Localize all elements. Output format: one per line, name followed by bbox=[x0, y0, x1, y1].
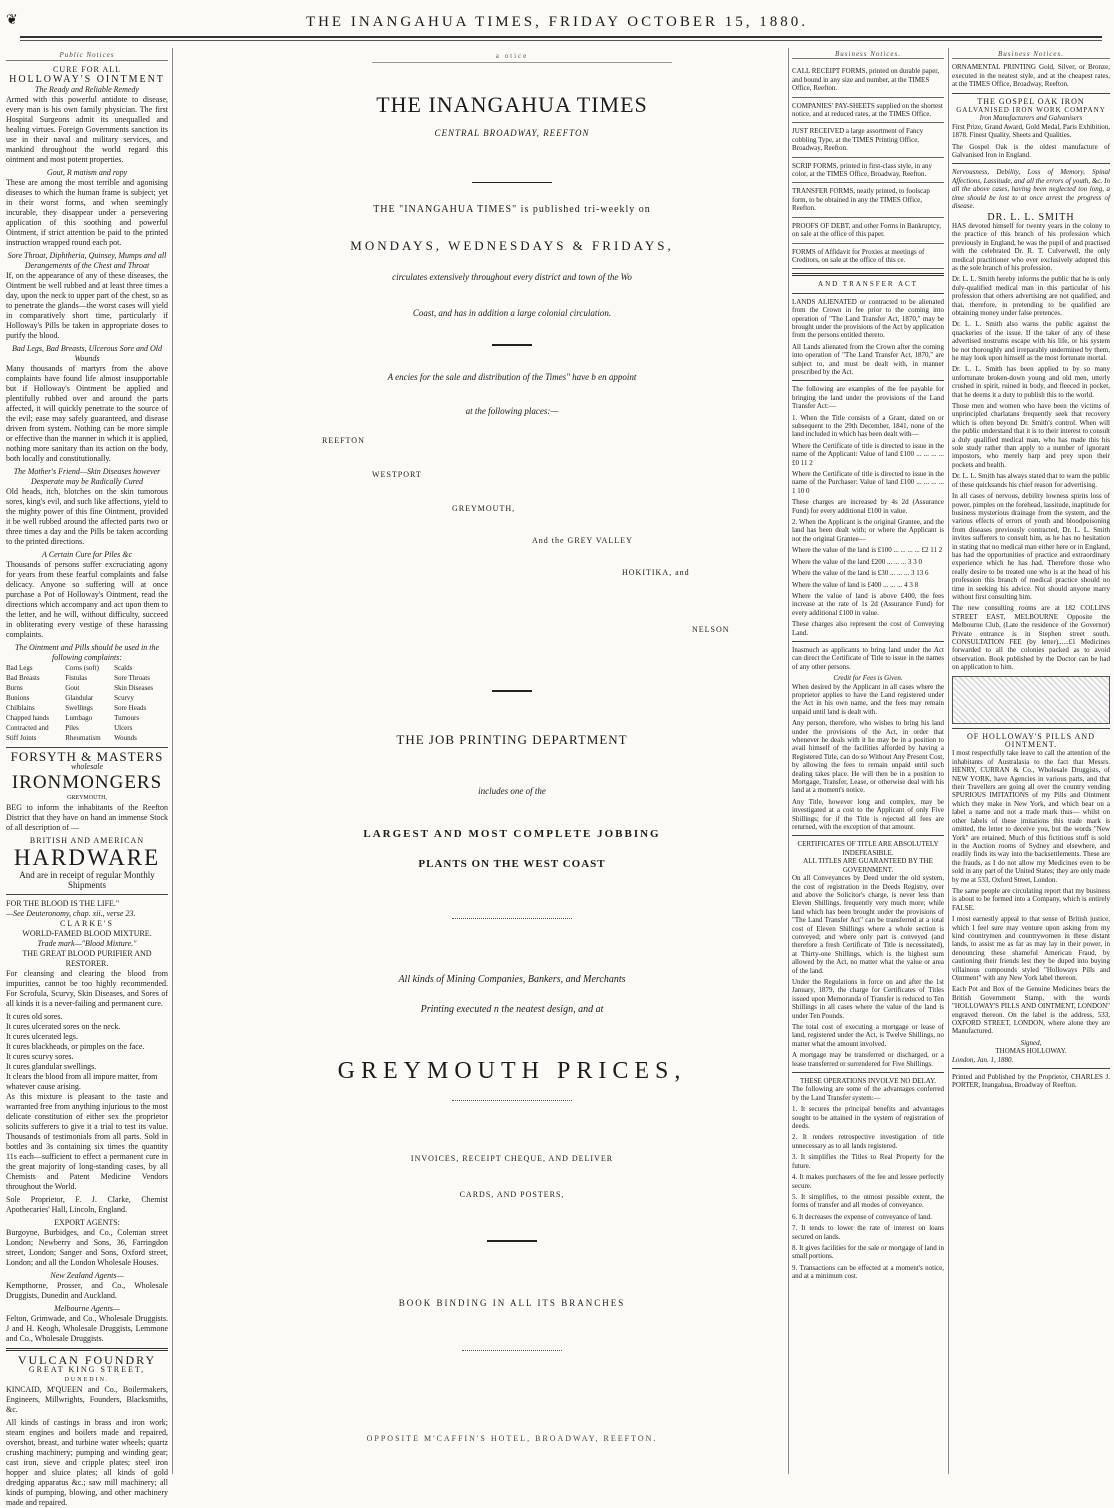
fee-item: Where the Certificate of title is directed to issue in the name of the Applicant: Value of land £100 ... ... ... ... £0 11 2 bbox=[792, 441, 944, 467]
book-binding-line: BOOK BINDING IN ALL ITS BRANCHES bbox=[398, 1298, 626, 1308]
cure-item: It cures old sores. bbox=[6, 1012, 63, 1021]
holloway-title: HOLLOWAY'S OINTMENT bbox=[9, 74, 165, 85]
fee-item: 1. When the Title consists of a Grant, dated on or subsequent to the 29th December, 1841, none of the land included in which has been dealt with— bbox=[792, 413, 944, 439]
paper-title: THE INANGAHUA TIMES bbox=[376, 92, 648, 117]
paragraph: As this mixture is pleasant to the taste and warranted free from anything injurious to the most delicate constitution of either sex the proprietor solicits sufferers to give it a trial to test its value. Thousands of testimonials from all parts. Sold in bottles and 3s containing six times the quantity 11s each—sufficient to effect a permanent cure in the great majority of long-standing cases, by all Chemists and Patent Medicine Vendors throughout the World. bbox=[6, 1092, 168, 1191]
paragraph: Kempthorne, Prosser, and Co., Wholesale Druggists, Dunedin and Auckland. bbox=[6, 1281, 168, 1300]
coast-line: Coast, and has in addition a large colonial circulation. bbox=[412, 308, 612, 318]
divider bbox=[472, 182, 552, 183]
paragraph: The following are examples of the fee payable for bringing the land under the provisions of the Land Transfer Act:— bbox=[792, 385, 944, 411]
complaint-cell: Burns bbox=[6, 684, 23, 692]
paragraph: In all cases of nervous, debility lowness spirits loss of power, pimples on the forehead, lassitude, inaptitude for business mysterious drainage from the system, and the various effects of errors of youth and bloodpoisoning from diseases previously contracted, Dr. L. L. Smith invites sufferers to consult him, as he has no hesitation in stating that no medical man either here or in England, has had the opportunities of practice and extraordinary experience which he has had. Therefore those who really desire to be treated one who is at the head of his profession this branch of medical practice should no time in seeking his advice. Not should anyone marry without first consulting him. bbox=[952, 492, 1110, 601]
complaint-cell: Bunions bbox=[6, 694, 30, 702]
business-ad: PROOFS OF DEBT, and other Forms in Bankruptcy, on sale at the office of this paper. bbox=[792, 218, 944, 244]
divider bbox=[452, 918, 572, 919]
paragraph: Many thousands of martyrs from the above complaints have found life almost insupportable but if Holloway's Ointment be applied and plentifully rubbed over and around the parts affected, it will quickly penetrate to the source of the evil; ease may safely guaranteed, and disease driven from system. Nothing can be more simple or effective than the manner in which it is applied, nothing more sanitary than its action on the body, both locally and constitutionally. bbox=[6, 364, 168, 463]
fee-item: Where the value of the land is £30 ... ... ... 3 13 6 bbox=[792, 569, 929, 578]
places-intro: at the following places:— bbox=[465, 406, 559, 416]
fee-item: 2. When the Applicant is the original Grantee, and the land has been dealt with; or where the Applicant is not the original Grantee— bbox=[792, 518, 944, 543]
job-printing-heading: THE JOB PRINTING DEPARTMENT bbox=[396, 732, 628, 747]
vulcan-foundry: VULCAN FOUNDRY bbox=[17, 1353, 157, 1367]
all-kinds-line: All kinds of Mining Companies, Bankers, and Merchants bbox=[398, 974, 626, 985]
galvanised-heading: GALVANISED IRON WORK COMPANY bbox=[956, 106, 1106, 115]
complaints-table bbox=[6, 663, 168, 743]
complaint-cell: Sore Heads bbox=[114, 704, 147, 712]
column-times-advertisement bbox=[262, 50, 762, 1480]
paragraph: I most earnestly appeal to that sense of British justice, which I feel sure may venture upon asking from my kind countrymen and countrywomen in these distant lands, to assist me as far as may lay in their power, in denouncing these shameful American Fraud, by cautioning their friends lest they be duped into buying villainous compounds styled "Holloways Pills and Ointment" with any New York label thereon. bbox=[952, 915, 1110, 982]
shipments: And are in receipt of regular Monthly Shipments bbox=[19, 870, 155, 890]
paragraph: Armed with this powerful antidote to disease, every man is his own family physician. The first Hospital Surgeons admit its unequalled and healing virtues. Foreign Governments sanction its use in their naval and military services, and mankind throughout the world regard this ointment and most potent properties. bbox=[6, 95, 168, 164]
paragraph: If, on the appearance of any of these diseases, the Ointment be well rubbed and at least three times a day, upon the neck to upper part of the chest, so as to penetrate the glands—the worst cases will yield in comparatively short time, particularly if Holloway's Pills be taken in appropriate doses to purify the blood. bbox=[6, 271, 168, 340]
fee-item: Where the value of land is £400 ... ... ... 4 3 8 bbox=[792, 580, 919, 589]
british-american: BRITISH AND AMERICAN bbox=[29, 836, 145, 845]
divider bbox=[487, 1240, 537, 1242]
complaint-cell: Glandular bbox=[65, 694, 94, 702]
cards-line: CARDS, AND POSTERS, bbox=[459, 1190, 565, 1199]
paragraph: Burgoyne, Burbidges, and Co., Coleman street London; Newberry and Sons, 36, Farringdon street, London; Sanger and Sons, Oxford street, London; and all the London Wholesale Houses. bbox=[6, 1228, 168, 1267]
fee-item: Where the value of the land £200 ... ... ... 3 3 0 bbox=[792, 557, 923, 566]
divider bbox=[462, 1350, 562, 1351]
complaints-row bbox=[6, 733, 168, 743]
export-heading: EXPORT AGENTS: bbox=[54, 1218, 120, 1227]
paragraph: Those men and women who have been the victims of unprincipled charlatans frequently seek that recovery which is often beyond Dr. Smith's control. When will the public understand that it is to their interest to consult a duly qualified medical man, who has made this his sole study rather than apply to a number of ignorant impostors, who merely harp and prey upon their pockets and health. bbox=[952, 402, 1110, 469]
complaint-cell: Piles bbox=[65, 724, 79, 732]
paragraph: First Prize, Grand Award, Gold Medal, Paris Exhibition, 1878. Finest Quality, Sheets and Qualities. bbox=[952, 122, 1110, 140]
plants-line: PLANTS ON THE WEST COAST bbox=[418, 858, 606, 870]
complaint-cell: Wounds bbox=[114, 734, 137, 742]
column-public-notices bbox=[6, 50, 168, 1507]
divider bbox=[492, 690, 532, 692]
paragraph: The same people are circulating report that my business is about to be formed into a Company, which is entirely FALSE. bbox=[952, 886, 1110, 912]
vulcan-street: GREAT KING STREET, bbox=[28, 1365, 146, 1374]
subheading: A Certain Cure for Piles &c bbox=[42, 550, 132, 559]
paragraph: HAS devoted himself for twenty years in the colony to the practice of this branch of his profession which previously in England, he was the pupil of and practised with the celebrated Dr. R. T. Culverwell, the only medical practitioner who ever exclusively adopted this as the sole branch of his profession. bbox=[952, 221, 1110, 272]
paragraph: The following are some of the advantages conferred by the Land Transfer system:— bbox=[792, 1085, 944, 1102]
complaint-cell: Chapped hands bbox=[6, 714, 49, 722]
advantage-item: 2. It renders retrospective investigation of title unnecessary as to all lands registered. bbox=[792, 1133, 944, 1150]
advantage-item: 4. It makes purchasers of the fee and lessee perfectly secure. bbox=[792, 1173, 944, 1190]
business-ad: CALL RECEIPT FORMS, printed on durable paper, and bound in any size and number, at the TIMES Office, Reefton. bbox=[792, 63, 944, 97]
fee-item: These charges also represent the cost of Conveying Land. bbox=[792, 620, 944, 637]
agencies-line: A encies for the sale and distribution of the Times" have b en appoint bbox=[387, 372, 637, 382]
advantage-item: 8. It gives facilities for the sale or mortgage of land in small portions. bbox=[792, 1243, 944, 1261]
greymouth-label: GREYMOUTH, bbox=[67, 795, 107, 801]
place-hokitika: HOKITIKA, and bbox=[622, 568, 690, 577]
masthead-rule bbox=[20, 36, 1102, 41]
business-ad: COMPANIES' PAY-SHEETS supplied on the shortest notice, and at reduced rates, at the TIMES Office. bbox=[792, 98, 944, 124]
business-ad: TRANSFER FORMS, neatly printed, to foolscap form, to be obtained in any the TIMES Office, Reefton. bbox=[792, 183, 944, 217]
greymouth-prices: GREYMOUTH PRICES, bbox=[337, 1058, 687, 1084]
paragraph: Inasmuch as applicants to bring land under the Act can direct the Certificate of Title to issue in the names of any other persons. bbox=[792, 645, 944, 671]
complaint-cell: Scalds bbox=[114, 664, 133, 672]
complaint-cell: Gout bbox=[65, 684, 80, 692]
paragraph: KINCAID, M'QUEEN and Co., Boilermakers, Engineers, Millwrights, Founders, Blacksmiths, &c. bbox=[6, 1385, 168, 1414]
dunedin: DUNEDIN. bbox=[64, 1377, 110, 1383]
cure-item: It clears the blood from all impure matter, from whatever cause arising. bbox=[6, 1072, 158, 1091]
cure-item: It cures glandular swellings. bbox=[6, 1062, 97, 1071]
paragraph: Dr. L. L. Smith also warns the public against the quackeries of the issue. If the taker of any of these advertised nostrums escape with his life, or his system be not thoroughly and irreparably undermined by them, he may look upon himself as the most fortunate mortal. bbox=[952, 320, 1110, 362]
paragraph: All Lands alienated from the Crown after the coming into operation of "The Land Transfer Act, 1870," are subject to, and must be dealt with, in manner prescribed by the Act. bbox=[792, 342, 944, 376]
newspaper-masthead-title: THE INANGAHUA TIMES, FRIDAY OCTOBER 15, 1880. bbox=[305, 14, 809, 30]
advantage-item: 7. It tends to lower the rate of interest on loans secured on lands. bbox=[792, 1224, 944, 1241]
guarantee-heading: ALL TITLES ARE GUARANTEED BY THE GOVERNMENT. bbox=[803, 857, 933, 874]
complaints-row bbox=[6, 723, 168, 733]
purifier: THE GREAT BLOOD PURIFIER AND RESTORER. bbox=[22, 949, 152, 968]
hardware-heading: HARDWARE bbox=[13, 845, 161, 870]
opposite-line: OPPOSITE M'CAFFIN'S HOTEL, BROADWAY, REEFTON. bbox=[366, 1434, 658, 1443]
business-ad: JUST RECEIVED a large assortment of Fancy cobbling Type, at the TIMES Printing Office, Broadway, Reefton. bbox=[792, 123, 944, 157]
complaint-cell: Contracted and bbox=[6, 724, 49, 732]
complaint-cell: Corns (soft) bbox=[65, 664, 99, 672]
complaints-row bbox=[6, 713, 168, 723]
signature-date: London, Jan. 1, 1880. bbox=[952, 1055, 1014, 1064]
place-greymouth: GREYMOUTH, bbox=[452, 504, 516, 513]
ornamental-printing-ad: ORNAMENTAL PRINTING Gold, Silver, or Bronze, executed in the neatest style, and at the cheapest rates, at the TIMES Office, Broadway, Reefton. bbox=[952, 63, 1110, 89]
invoices-line: INVOICES, RECEIPT CHEQUE, AND DELIVER bbox=[410, 1154, 614, 1163]
column-business-notices-2 bbox=[952, 50, 1110, 1480]
subheading: Bad Legs, Bad Breasts, Ulcerous Sore and Old Wounds bbox=[12, 344, 162, 363]
address: CENTRAL BROADWAY, REEFTON bbox=[434, 128, 590, 138]
place-nelson: NELSON bbox=[692, 625, 730, 634]
complaints-row bbox=[6, 663, 168, 673]
gospel-oak-heading: THE GOSPEL OAK IRON bbox=[977, 96, 1085, 106]
complaint-cell: Bad Legs bbox=[6, 664, 33, 672]
column-header: Public Notices bbox=[6, 50, 168, 61]
divider bbox=[492, 344, 532, 346]
operations-heading: THESE OPERATIONS INVOLVE NO DELAY. bbox=[799, 1077, 937, 1086]
complaints-row bbox=[6, 693, 168, 703]
column-rule bbox=[788, 48, 789, 1474]
published-line: THE "INANGAHUA TIMES" is published tri-weekly on bbox=[373, 204, 651, 215]
trademark: Trade mark—"Blood Mixture." bbox=[37, 939, 137, 948]
cure-item: It cures scurvy sores. bbox=[6, 1052, 74, 1061]
credit-heading: Credit for Fees is Given. bbox=[833, 674, 903, 683]
advantage-item: 5. It simplifies, to the utmost possible extent, the forms of transfer and all modes of conveyance. bbox=[792, 1192, 944, 1210]
header-rule bbox=[372, 62, 672, 63]
blood-life: FOR THE BLOOD IS THE LIFE." bbox=[6, 899, 120, 908]
advantage-item: 6. It decreases the expense of conveyance of land. bbox=[792, 1212, 932, 1221]
complaints-row bbox=[6, 673, 168, 683]
paragraph: Dr. L. L. Smith has been applied to by so many unfortunate broken-down young and old men, utterly crushed in spirit, ruined in body, and fleeced in pocket, that he deems it a duty to publish this to the world. bbox=[952, 365, 1110, 399]
ornament-icon: ❦ bbox=[6, 13, 18, 28]
paragraph: The total cost of executing a mortgage or lease of land, registered under the Act, is Twelve Shillings, no matter what the amount involved. bbox=[792, 1023, 944, 1048]
paragraph: Dr. L. L. Smith hereby informs the public that he is only duly-qualified medical man in this particular of his profession that others advertising are not qualified, and that, therefore, in pretending to be qualified are obtaining money under false pretences. bbox=[952, 275, 1110, 317]
fee-item: Where the value of the land is £100 ... ... ... ... £2 11 2 bbox=[792, 546, 943, 555]
complaint-cell: Fistulas bbox=[65, 674, 88, 682]
divider bbox=[452, 1100, 572, 1101]
complaint-cell: Chilblains bbox=[6, 704, 35, 712]
signature: THOMAS HOLLOWAY. bbox=[995, 1047, 1067, 1056]
paragraph: When desired by the Applicant in all cases where the proprietor applies to have the Land registered under the Act in his own name, and the fees may remain unpaid until land is dealt with. bbox=[792, 682, 944, 716]
complaint-cell: Stiff Joints bbox=[6, 734, 37, 742]
signed-label: Signed, bbox=[1020, 1038, 1042, 1047]
circulates: circulates extensively throughout every district and town of the Wo bbox=[392, 272, 632, 282]
complaint-cell: Swellings bbox=[65, 704, 93, 712]
dr-smith-heading: DR. L. L. SMITH bbox=[987, 211, 1075, 223]
imprint: Printed and Published by the Proprietor, CHARLES J. PORTER, Inangahua, Broadway of Reefton. bbox=[952, 1073, 1110, 1090]
complaint-cell: Rheumatism bbox=[65, 734, 101, 742]
paragraph: The new consulting rooms are at 182 COLLINS STREET EAST, MELBOURNE Opposite the Melbourne Club, (Late the residence of the Governor) Private entrance is in Stephen street south. CONSULTATION FEE (by letter)......£1 Medicines forwarded to all the colonies packed as to avoid observation. Book published by the Doctor can be had on application to him. bbox=[952, 604, 1110, 672]
complaint-cell: Ulcers bbox=[114, 724, 133, 732]
column-header: Business Notices. bbox=[792, 50, 944, 59]
clarkes: CLARKE'S bbox=[60, 919, 114, 928]
remedy-subtitle: The Ready and Reliable Remedy bbox=[35, 85, 139, 94]
paragraph: Thousands of persons suffer excruciating agony for years from these fearful complaints and false delicacy. Anyone so suffering will at once purchase a Pot of Holloway's Ointment, read the directions which accompany and act upon them to the letter, and he will, without difficulty, succeed in obliterating every vestige of these harassing complaints. bbox=[6, 560, 168, 639]
paragraph: Old heads, itch, blotches on the skin tumorous sores, king's evil, and such like affections, yield to the mighty power of this fine Ointment, provided it be well rubbed around the affected parts two or three times a day and the Pills be taken according to the printed directions. bbox=[6, 487, 168, 546]
paragraph: Any Title, however long and complex, may be investigated at a cost to the Applicant of only Five Shillings; for if the Title is rejected all fees are returned, with the exception of that amount. bbox=[792, 797, 944, 832]
complaint-cell: Bad Breasts bbox=[6, 674, 40, 682]
includes-line: includes one of the bbox=[478, 786, 546, 796]
deuteronomy: —See Deuteronomy, chap. xii., verse 23. bbox=[6, 909, 136, 918]
paragraph: Each Pot and Box of the Genuine Medicines bears the British Government Stamp, with the words "HOLLOWAY'S PILLS AND OINTMENT, LONDON" engraved thereon. On the label is the address, 533, OXFORD STREET, LONDON, where alone they are Manufactured. bbox=[952, 985, 1110, 1036]
place-westport: WESTPORT bbox=[372, 470, 422, 479]
engraving-image bbox=[952, 676, 1110, 724]
cure-item: It cures ulcerated sores on the neck. bbox=[6, 1022, 121, 1031]
largest-line: LARGEST AND MOST COMPLETE JOBBING bbox=[363, 828, 661, 840]
paragraph: Nervousness, Debility, Loss of Memory, Spinal Affections, Lassitude, and all the errors of youth, &c. In all the above cases, having been neglected too long, a time should be lost to at once arrest the progress of disease. bbox=[952, 168, 1110, 211]
printing-line: Printing executed n the neatest design, and at bbox=[420, 1004, 604, 1015]
certificates-heading: CERTIFICATES OF TITLE ARE ABSOLUTELY INDEFEASIBLE. bbox=[797, 840, 939, 857]
paragraph: Dr. L. L. Smith has always stated that to warn the public of these quicksands his chief reason for advertising. bbox=[952, 472, 1110, 489]
paragraph: BEG to inform the inhabitants of the Reefton District that they have on hand an immense Stock of all description of — bbox=[6, 803, 168, 832]
forsyth-masters: FORSYTH & MASTERS bbox=[10, 749, 164, 764]
fee-item: Where the Certificate of title is directed to issue in the name of the Purchaser: Value of land £100 ... ... ... ... 1 10 0 bbox=[792, 470, 944, 495]
paragraph: All kinds of castings in brass and iron work; steam engines and boilers made and repaired, overshot, breast, and turbine water wheels; quartz crushing machinery; pumping and winding gear; cast iron, sieve and cripple plates; steel iron hopper and sluice plates; all kinds of gold dredging apparatus &c.; saw mill machinery; all kinds of pumping, blowing, and other machinery made and repaired. bbox=[6, 1418, 168, 1507]
paragraph: On all Conveyances by Deed under the old system, the cost of registration in the Deeds Registry, over and above the Solicitor's charge, is never less than Eleven Shillings, frequently very much more; while land which has been brought under the provisions of "The Land Transfer Act" can be transferred at a total cost of Eleven Shillings where a whole section is conveyed; and where only part is conveyed (and therefore a fresh Certificate of Title is necessitated), at Thirty-one Shillings, which is the highest sum allowed by the Act, no matter what the value or area of the land. bbox=[792, 874, 944, 975]
business-ad: FORMS of Affidavit for Proxies at meetings of Creditors, on sale at the office of this ce. bbox=[792, 244, 944, 270]
paragraph: LANDS ALIENATED or contracted to be alienated from the Crown in fee prior to the coming into operation of "The Land Transfer Act, 1870," may be brought under the provisions of the Act by application from the persons entitled thereto. bbox=[792, 297, 944, 340]
paragraph: Felton, Grimwade, and Co., Wholesale Druggists. J and H. Keogh, Wholesale Druggists, Lemmone and Co., Wholesale Druggists. bbox=[6, 1314, 168, 1343]
complaint-cell: Sore Throats bbox=[114, 674, 150, 682]
business-ad: SCRIP FORMS, printed in first-class style, in any color, at the TIMES Office, Broadway, Reefton. bbox=[792, 158, 944, 184]
gospel-sub: Iron Manufacturers and Galvanisers bbox=[979, 114, 1083, 123]
complaint-cell: Scurvy bbox=[114, 694, 134, 702]
subheading: Gout, R matism and ropy bbox=[46, 168, 128, 177]
holloway-pills-heading: OF HOLLOWAY'S PILLS AND OINTMENT. bbox=[967, 731, 1095, 750]
advantage-item: 9. Transactions can be effected at a moment's notice, and at a minimum cost. bbox=[792, 1263, 944, 1281]
complaint-cell: Skin Diseases bbox=[114, 684, 154, 692]
complaint-cell: Tumours bbox=[114, 714, 140, 722]
paragraph: Sole Proprietor, F. J. Clarke, Chemist Apothecaries' Hall, Lincoln, England. bbox=[6, 1195, 168, 1214]
subheading: The Mother's Friend—Skin Diseases however Desperate may be Radically Cured bbox=[13, 467, 161, 486]
place-reefton: REEFTON bbox=[322, 436, 365, 445]
complaints-row bbox=[6, 703, 168, 713]
complaints-heading: The Ointment and Pills should be used in the following complaints: bbox=[15, 643, 159, 662]
paragraph: The Gospel Oak is the oldest manufacture of Galvanised Iron in England. bbox=[952, 142, 1110, 160]
advantage-item: 1. It secures the principal benefits and advantages sought to be attained in the system of registration of deeds. bbox=[792, 1105, 944, 1131]
place-grey-valley: And the GREY VALLEY bbox=[532, 536, 633, 545]
paragraph: These are among the most terrible and agonising diseases to which the human frame is subject; yet in their worst forms, and when seemingly incurable, they disappear under a persevering application of this soothing and powerful Ointment, if strict attention be paid to the printed instruction wrapped round each pot. bbox=[6, 178, 168, 247]
paragraph: Under the Regulations in force on and after the 1st January, 1879, the charge for Certificates of Titles issued upon Memoranda of Transfer is reduced to Ten Shillings in all cases where the value of the land is under Ten Pounds. bbox=[792, 977, 944, 1020]
melb-heading: Melbourne Agents— bbox=[54, 1304, 120, 1313]
column-header: Business Notices. bbox=[952, 50, 1110, 59]
paragraph: I most respectfully take leave to call the attention of the inhabitants of Australasia to the fact that Messrs. HENRY, CURRAN & Co., Wholesale Druggists, of NEW YORK, have Agencies in various parts, and that their Travellers are going all over the country vending SPURIOUS IMITATIONS of my Pills and Ointment which they make in New York, and which bear on a label a name and not a trade mark thus— whilst on other labels of these imitations this trade mark is omitted, the letter to deceive you, but the words "New York" are retained. Much of this fictitious stuff is sold in the Auction rooms of Sydney and elsewhere, and readily finds its way into the backsettlements. These are the frauds, as I do not allow my Medicines even to be sold in any part of the United States; they are only made by me at 533, Oxford Street, London. bbox=[952, 749, 1110, 884]
wholesale-label: wholesale bbox=[71, 762, 103, 771]
paragraph: For cleansing and clearing the blood from impurities, cannot be too highly recommended. For Scrofula, Scurvy, Skin Diseases, and Sores of all kinds it is a never-failing and permanent cure. bbox=[6, 969, 168, 1008]
ironmongers-heading: IRONMONGERS bbox=[11, 772, 163, 793]
paragraph: Any person, therefore, who wishes to bring his land under the provisions of the Act, in order that whenever he deals with it he may be in a position to avail himself of the facilities afforded by having a Registered Title, can do so Without Any Present Cost, by allowing the fees to remain unpaid until such dealing takes place. He will then be in a position to Mortgage, Transfer, Lease, or otherwise deal with his land at a moment's notice. bbox=[792, 719, 944, 795]
column-header: a otice bbox=[495, 52, 529, 60]
act-heading: AND TRANSFER ACT bbox=[818, 280, 918, 289]
column-business-notices bbox=[792, 50, 944, 1480]
masthead bbox=[0, 0, 1114, 44]
publishing-days: MONDAYS, WEDNESDAYS & FRIDAYS, bbox=[350, 238, 674, 253]
complaint-cell: Lumbago bbox=[65, 714, 93, 722]
column-rule bbox=[172, 48, 173, 1474]
complaints-row bbox=[6, 683, 168, 693]
cure-for-all: CURE FOR ALL bbox=[52, 65, 121, 74]
cures-list bbox=[6, 1012, 168, 1092]
paragraph: A mortgage may be transferred or discharged, or a lease transferred or surrendered for Five Shillings. bbox=[792, 1051, 944, 1068]
nz-heading: New Zealand Agents— bbox=[50, 1271, 124, 1280]
blood-mixture: WORLD-FAMED BLOOD MIXTURE. bbox=[22, 929, 152, 938]
fee-item: Where the value of land is above £400, the fees increase at the rate of 1s 2d (Assurance Fund) for every additional £100 in value. bbox=[792, 591, 944, 617]
cure-item: It cures blackheads, or pimples on the face. bbox=[6, 1042, 145, 1051]
fee-item: These charges are increased by 4s 2d (Assurance Fund) for every additional £100 in value. bbox=[792, 498, 944, 515]
subheading: Sore Throat, Diphtheria, Quinsey, Mumps and all Derangements of the Chest and Throat bbox=[7, 251, 167, 270]
cure-item: It cures ulcerated legs. bbox=[6, 1032, 78, 1041]
advantage-item: 3. It simplifies the Titles to Real Property for the future. bbox=[792, 1153, 944, 1170]
column-rule bbox=[948, 48, 949, 1474]
